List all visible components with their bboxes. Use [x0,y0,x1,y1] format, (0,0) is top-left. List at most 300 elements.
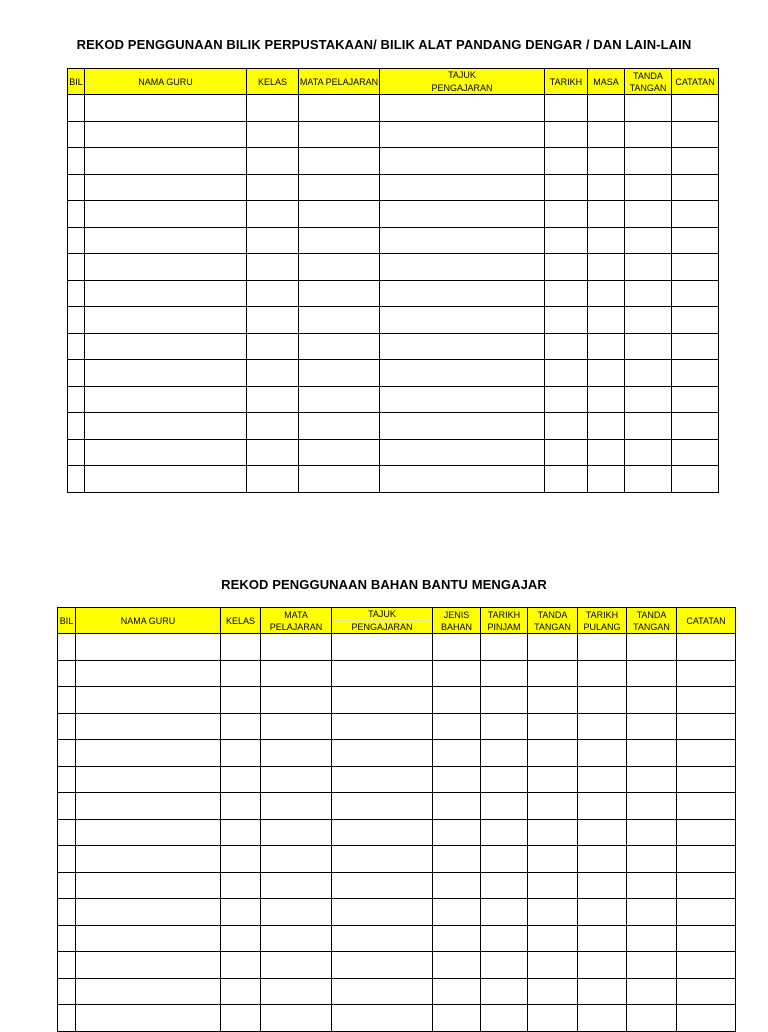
table-cell[interactable] [672,333,719,360]
table-cell[interactable] [380,439,545,466]
table-cell[interactable] [625,121,672,148]
table-cell[interactable] [578,952,627,979]
table-cell[interactable] [58,634,76,661]
table-cell[interactable] [299,174,380,201]
table-cell[interactable] [332,819,433,846]
table-cell[interactable] [481,713,528,740]
table-cell[interactable] [672,280,719,307]
table-cell[interactable] [627,925,677,952]
table-cell[interactable] [625,254,672,281]
table-cell[interactable] [76,819,221,846]
table-cell[interactable] [672,201,719,228]
table-cell[interactable] [76,634,221,661]
table-cell[interactable] [545,466,588,493]
table-cell[interactable] [68,386,85,413]
table-cell[interactable] [627,819,677,846]
table-cell[interactable] [85,95,247,122]
table-cell[interactable] [625,201,672,228]
table-cell[interactable] [627,978,677,1005]
table-cell[interactable] [588,174,625,201]
table-cell[interactable] [299,360,380,387]
table-cell[interactable] [261,660,332,687]
table-cell[interactable] [380,148,545,175]
table-cell[interactable] [68,333,85,360]
table-cell[interactable] [528,766,578,793]
table-cell[interactable] [545,333,588,360]
table-cell[interactable] [433,872,481,899]
table-cell[interactable] [68,413,85,440]
table-cell[interactable] [677,713,736,740]
table-cell[interactable] [85,121,247,148]
table-cell[interactable] [433,687,481,714]
table-cell[interactable] [528,713,578,740]
table-cell[interactable] [68,227,85,254]
table-cell[interactable] [221,740,261,767]
table-cell[interactable] [545,386,588,413]
table-cell[interactable] [221,1005,261,1032]
table-cell[interactable] [76,793,221,820]
table-cell[interactable] [481,660,528,687]
table-cell[interactable] [85,307,247,334]
table-cell[interactable] [247,439,299,466]
table-cell[interactable] [528,660,578,687]
table-cell[interactable] [76,872,221,899]
table-cell[interactable] [332,793,433,820]
table-cell[interactable] [433,766,481,793]
table-cell[interactable] [380,201,545,228]
table-cell[interactable] [672,121,719,148]
table-cell[interactable] [299,95,380,122]
table-cell[interactable] [247,386,299,413]
table-cell[interactable] [58,740,76,767]
table-cell[interactable] [433,634,481,661]
table-cell[interactable] [672,360,719,387]
table-cell[interactable] [221,819,261,846]
table-cell[interactable] [627,952,677,979]
table-cell[interactable] [677,952,736,979]
table-cell[interactable] [299,201,380,228]
table-cell[interactable] [332,925,433,952]
table-cell[interactable] [545,280,588,307]
table-cell[interactable] [261,793,332,820]
table-cell[interactable] [299,439,380,466]
table-cell[interactable] [247,95,299,122]
table-cell[interactable] [433,925,481,952]
table-cell[interactable] [672,413,719,440]
table-cell[interactable] [528,846,578,873]
table-cell[interactable] [58,846,76,873]
table-cell[interactable] [76,925,221,952]
table-cell[interactable] [58,793,76,820]
table-cell[interactable] [68,254,85,281]
table-cell[interactable] [588,280,625,307]
table-cell[interactable] [481,793,528,820]
table-cell[interactable] [481,925,528,952]
table-cell[interactable] [528,899,578,926]
table-cell[interactable] [299,148,380,175]
table-cell[interactable] [627,846,677,873]
table-cell[interactable] [545,174,588,201]
table-cell[interactable] [68,174,85,201]
table-cell[interactable] [261,766,332,793]
table-cell[interactable] [545,307,588,334]
table-cell[interactable] [672,307,719,334]
table-cell[interactable] [672,174,719,201]
table-cell[interactable] [627,660,677,687]
table-cell[interactable] [528,819,578,846]
table-cell[interactable] [247,227,299,254]
table-cell[interactable] [625,386,672,413]
table-cell[interactable] [578,872,627,899]
table-cell[interactable] [672,254,719,281]
table-cell[interactable] [221,925,261,952]
table-cell[interactable] [332,766,433,793]
table-cell[interactable] [627,1005,677,1032]
table-cell[interactable] [332,713,433,740]
table-cell[interactable] [545,227,588,254]
table-cell[interactable] [578,1005,627,1032]
table-cell[interactable] [299,307,380,334]
table-cell[interactable] [625,439,672,466]
table-cell[interactable] [261,978,332,1005]
table-cell[interactable] [76,660,221,687]
table-cell[interactable] [76,899,221,926]
table-cell[interactable] [299,121,380,148]
table-cell[interactable] [528,793,578,820]
table-cell[interactable] [58,713,76,740]
table-cell[interactable] [247,148,299,175]
table-cell[interactable] [380,333,545,360]
table-cell[interactable] [677,872,736,899]
table-cell[interactable] [380,95,545,122]
table-cell[interactable] [627,872,677,899]
table-cell[interactable] [588,413,625,440]
table-cell[interactable] [68,148,85,175]
table-cell[interactable] [588,360,625,387]
table-cell[interactable] [261,740,332,767]
table-cell[interactable] [58,766,76,793]
table-cell[interactable] [247,174,299,201]
table-cell[interactable] [68,360,85,387]
table-cell[interactable] [588,466,625,493]
table-cell[interactable] [433,740,481,767]
table-cell[interactable] [68,307,85,334]
table-cell[interactable] [221,687,261,714]
table-cell[interactable] [85,280,247,307]
table-cell[interactable] [76,766,221,793]
table-cell[interactable] [261,952,332,979]
table-cell[interactable] [85,148,247,175]
table-cell[interactable] [433,1005,481,1032]
table-cell[interactable] [528,872,578,899]
table-cell[interactable] [625,333,672,360]
table-cell[interactable] [677,899,736,926]
table-cell[interactable] [332,1005,433,1032]
table-cell[interactable] [627,634,677,661]
table-cell[interactable] [481,634,528,661]
table-cell[interactable] [261,846,332,873]
table-cell[interactable] [578,740,627,767]
table-cell[interactable] [299,280,380,307]
table-cell[interactable] [380,386,545,413]
table-cell[interactable] [58,819,76,846]
table-cell[interactable] [481,687,528,714]
table-cell[interactable] [380,413,545,440]
table-cell[interactable] [221,952,261,979]
table-cell[interactable] [433,952,481,979]
table-cell[interactable] [247,280,299,307]
table-cell[interactable] [528,978,578,1005]
table-cell[interactable] [625,280,672,307]
table-cell[interactable] [545,254,588,281]
table-cell[interactable] [221,660,261,687]
table-cell[interactable] [672,466,719,493]
table-cell[interactable] [588,307,625,334]
table-cell[interactable] [380,254,545,281]
table-cell[interactable] [58,1005,76,1032]
table-cell[interactable] [332,899,433,926]
table-cell[interactable] [221,793,261,820]
table-cell[interactable] [677,660,736,687]
table-cell[interactable] [433,660,481,687]
table-cell[interactable] [578,978,627,1005]
table-cell[interactable] [76,952,221,979]
table-cell[interactable] [68,439,85,466]
table-cell[interactable] [221,713,261,740]
table-cell[interactable] [76,713,221,740]
table-cell[interactable] [332,978,433,1005]
table-cell[interactable] [68,201,85,228]
table-cell[interactable] [85,360,247,387]
table-cell[interactable] [578,793,627,820]
table-cell[interactable] [528,634,578,661]
table-cell[interactable] [58,978,76,1005]
table-cell[interactable] [588,121,625,148]
table-cell[interactable] [627,899,677,926]
table-cell[interactable] [433,713,481,740]
table-cell[interactable] [85,386,247,413]
table-cell[interactable] [332,740,433,767]
table-cell[interactable] [677,978,736,1005]
table-cell[interactable] [58,687,76,714]
table-cell[interactable] [433,978,481,1005]
table-cell[interactable] [85,333,247,360]
table-cell[interactable] [627,713,677,740]
table-cell[interactable] [481,952,528,979]
table-cell[interactable] [625,148,672,175]
table-cell[interactable] [588,439,625,466]
table-cell[interactable] [247,121,299,148]
table-cell[interactable] [677,687,736,714]
table-cell[interactable] [299,386,380,413]
table-cell[interactable] [247,307,299,334]
table-cell[interactable] [677,793,736,820]
table-cell[interactable] [578,819,627,846]
table-cell[interactable] [85,227,247,254]
table-cell[interactable] [85,413,247,440]
table-cell[interactable] [261,925,332,952]
table-cell[interactable] [528,1005,578,1032]
table-cell[interactable] [528,925,578,952]
table-cell[interactable] [545,413,588,440]
table-cell[interactable] [261,1005,332,1032]
table-cell[interactable] [481,740,528,767]
table-cell[interactable] [625,227,672,254]
table-cell[interactable] [545,360,588,387]
table-cell[interactable] [481,899,528,926]
table-cell[interactable] [528,740,578,767]
table-cell[interactable] [85,439,247,466]
table-cell[interactable] [433,819,481,846]
table-cell[interactable] [625,360,672,387]
table-cell[interactable] [677,1005,736,1032]
table-cell[interactable] [625,174,672,201]
table-cell[interactable] [545,148,588,175]
table-cell[interactable] [380,280,545,307]
table-cell[interactable] [76,740,221,767]
table-cell[interactable] [481,766,528,793]
table-cell[interactable] [627,766,677,793]
table-cell[interactable] [677,819,736,846]
table-cell[interactable] [578,687,627,714]
table-cell[interactable] [481,846,528,873]
table-cell[interactable] [677,634,736,661]
table-cell[interactable] [299,413,380,440]
table-cell[interactable] [625,466,672,493]
table-cell[interactable] [677,740,736,767]
table-cell[interactable] [68,466,85,493]
table-cell[interactable] [261,819,332,846]
table-cell[interactable] [627,687,677,714]
table-cell[interactable] [332,687,433,714]
table-cell[interactable] [299,466,380,493]
table-cell[interactable] [261,687,332,714]
table-cell[interactable] [433,846,481,873]
table-cell[interactable] [677,766,736,793]
table-cell[interactable] [221,872,261,899]
table-cell[interactable] [545,121,588,148]
table-cell[interactable] [528,952,578,979]
table-cell[interactable] [380,307,545,334]
table-cell[interactable] [627,740,677,767]
table-cell[interactable] [332,660,433,687]
table-cell[interactable] [578,899,627,926]
table-cell[interactable] [261,899,332,926]
table-cell[interactable] [588,333,625,360]
table-cell[interactable] [299,227,380,254]
table-cell[interactable] [299,333,380,360]
table-cell[interactable] [85,254,247,281]
table-cell[interactable] [578,713,627,740]
table-cell[interactable] [247,201,299,228]
table-cell[interactable] [380,227,545,254]
table-cell[interactable] [247,413,299,440]
table-cell[interactable] [76,1005,221,1032]
table-cell[interactable] [221,978,261,1005]
table-cell[interactable] [672,386,719,413]
table-cell[interactable] [625,95,672,122]
table-cell[interactable] [528,687,578,714]
table-cell[interactable] [588,201,625,228]
table-cell[interactable] [221,899,261,926]
table-cell[interactable] [625,307,672,334]
table-cell[interactable] [332,634,433,661]
table-cell[interactable] [76,978,221,1005]
table-cell[interactable] [85,201,247,228]
table-cell[interactable] [58,899,76,926]
table-cell[interactable] [625,413,672,440]
table-cell[interactable] [545,439,588,466]
table-cell[interactable] [247,466,299,493]
table-cell[interactable] [588,386,625,413]
table-cell[interactable] [380,466,545,493]
table-cell[interactable] [578,660,627,687]
table-cell[interactable] [221,634,261,661]
table-cell[interactable] [481,978,528,1005]
table-cell[interactable] [481,819,528,846]
table-cell[interactable] [261,713,332,740]
table-cell[interactable] [68,95,85,122]
table-cell[interactable] [545,95,588,122]
table-cell[interactable] [247,254,299,281]
table-cell[interactable] [247,333,299,360]
table-cell[interactable] [58,925,76,952]
table-cell[interactable] [481,1005,528,1032]
table-cell[interactable] [261,872,332,899]
table-cell[interactable] [481,872,528,899]
table-cell[interactable] [299,254,380,281]
table-cell[interactable] [76,687,221,714]
table-cell[interactable] [433,899,481,926]
table-cell[interactable] [332,952,433,979]
table-cell[interactable] [68,121,85,148]
table-cell[interactable] [578,846,627,873]
table-cell[interactable] [578,766,627,793]
table-cell[interactable] [588,254,625,281]
table-cell[interactable] [221,766,261,793]
table-cell[interactable] [588,95,625,122]
table-cell[interactable] [58,952,76,979]
table-cell[interactable] [58,660,76,687]
table-cell[interactable] [627,793,677,820]
table-cell[interactable] [672,95,719,122]
table-cell[interactable] [68,280,85,307]
table-cell[interactable] [588,148,625,175]
table-cell[interactable] [578,925,627,952]
table-cell[interactable] [221,846,261,873]
table-cell[interactable] [85,174,247,201]
table-cell[interactable] [247,360,299,387]
table-cell[interactable] [545,201,588,228]
table-cell[interactable] [58,872,76,899]
table-cell[interactable] [588,227,625,254]
table-cell[interactable] [380,121,545,148]
table-cell[interactable] [380,360,545,387]
table-cell[interactable] [672,227,719,254]
table-cell[interactable] [261,634,332,661]
table-cell[interactable] [85,466,247,493]
table-cell[interactable] [672,439,719,466]
table-cell[interactable] [677,846,736,873]
table-cell[interactable] [672,148,719,175]
table-cell[interactable] [332,846,433,873]
table-cell[interactable] [380,174,545,201]
table-cell[interactable] [332,872,433,899]
table-cell[interactable] [433,793,481,820]
table-cell[interactable] [578,634,627,661]
table-cell[interactable] [76,846,221,873]
table-cell[interactable] [677,925,736,952]
